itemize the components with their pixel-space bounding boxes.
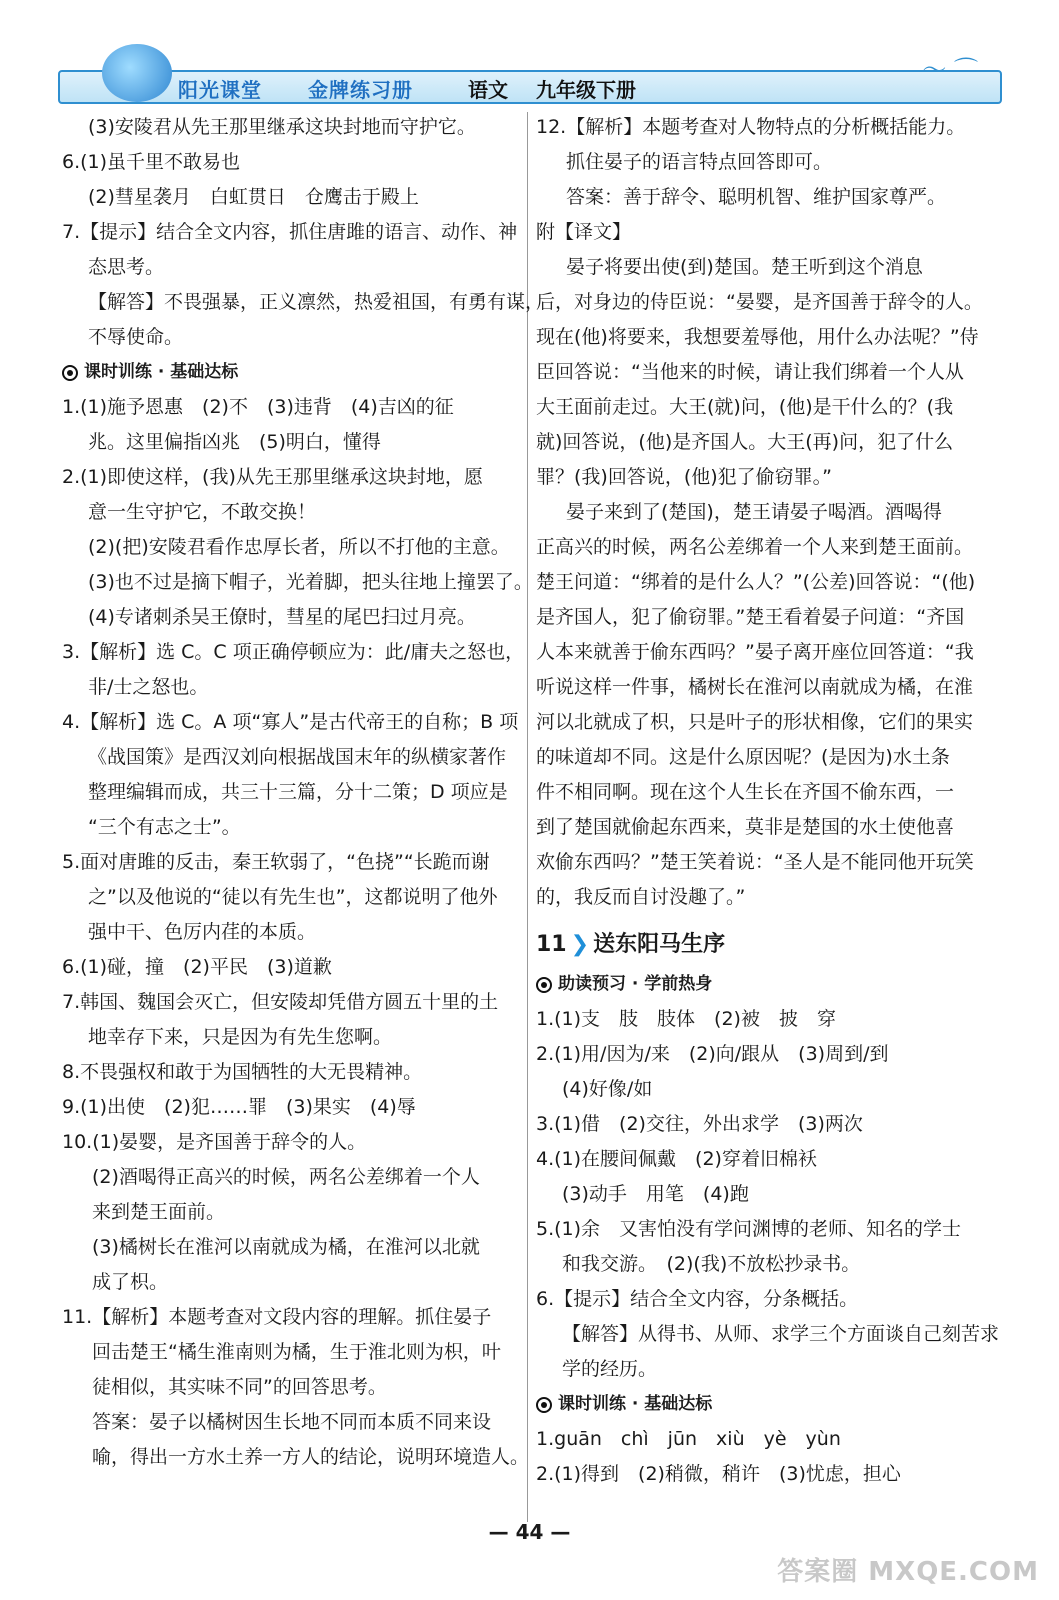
- text-line: 6.(1)碰，撞 (2)平民 (3)道歉: [62, 956, 332, 978]
- text-line: 听说这样一件事，橘树长在淮河以南就成为橘，在淮: [536, 676, 974, 698]
- text-line: 6.(1)虽千里不敢易也: [62, 151, 241, 173]
- text-line: 《战国策》是西汉刘向根据战国末年的纵横家著作: [88, 746, 507, 768]
- text-line: 强中干、色厉内荏的本质。: [88, 921, 317, 943]
- text-line: 8.不畏强权和敢于为国牺牲的大无畏精神。: [62, 1061, 423, 1083]
- text-line: 意一生守护它，不敢交换！: [88, 501, 317, 523]
- text-line: 附【译文】: [536, 221, 632, 243]
- text-line: (3)安陵君从先王那里继承这块封地而守护它。: [88, 116, 476, 138]
- text-line: (4)好像/如: [562, 1078, 653, 1100]
- right-column: [536, 110, 998, 1492]
- brand-title: 阳光课堂: [178, 78, 262, 102]
- section-heading-text: 助读预习 · 学前热身: [558, 974, 713, 994]
- text-line: 不辱使命。: [88, 326, 184, 348]
- section-heading: [536, 1387, 998, 1422]
- brand-subtitle: 金牌练习册: [308, 78, 413, 102]
- text-line: 1.guān chì jūn xiù yè yùn: [536, 1428, 841, 1450]
- text-line: 态思考。: [88, 256, 165, 278]
- text-line: 徒相似，其实味不同”的回答思考。: [92, 1376, 387, 1398]
- text-line: 1.(1)施予恩惠 (2)不 (3)违背 (4)吉凶的征: [62, 396, 454, 418]
- text-line: 成了枳。: [92, 1271, 169, 1293]
- text-line: 晏子将要出使(到)楚国。楚王听到这个消息: [566, 256, 923, 278]
- text-line: 2.(1)得到 (2)稍微，稍许 (3)忧虑，担心: [536, 1463, 901, 1485]
- text-line: 欢偷东西吗？”楚王笑着说：“圣人是不能同他开玩笑: [536, 851, 974, 873]
- text-line: 地幸存下来，只是因为有先生您啊。: [88, 1026, 393, 1048]
- text-line: 6.【提示】结合全文内容，分条概括。: [536, 1288, 859, 1310]
- lesson-number: 11: [536, 931, 567, 957]
- column-divider: [527, 112, 528, 1522]
- text-line: (2)彗星袭月 白虹贯日 仓鹰击于殿上: [88, 186, 419, 208]
- watermark-logo: 答案圈 MXQE.COM: [777, 1557, 1039, 1587]
- text-line: 晏子来到了(楚国)，楚王请晏子喝酒。酒喝得: [566, 501, 942, 523]
- chevron-right-icon: ❯: [570, 931, 590, 957]
- text-line: 9.(1)出使 (2)犯……罪 (3)果实 (4)辱: [62, 1096, 416, 1118]
- text-line: 11.【解析】本题考查对文段内容的理解。抓住晏子: [62, 1306, 492, 1328]
- text-line: 【解答】从得书、从师、求学三个方面谈自己刻苦求: [562, 1323, 1000, 1345]
- text-line: (2)酒喝得正高兴的时候，两名公差绑着一个人: [92, 1166, 480, 1188]
- text-line: 3.【解析】选 C。C 项正确停顿应为：此/庸夫之怒也，: [62, 641, 525, 663]
- text-line: 的，我反而自讨没趣了。”: [536, 886, 746, 908]
- text-line: 5.面对唐雎的反击，秦王软弱了，“色挠”“长跪而谢: [62, 851, 490, 873]
- text-line: 和我交游。 (2)(我)不放松抄录书。: [562, 1253, 861, 1275]
- text-line: 3.(1)借 (2)交往，外出求学 (3)两次: [536, 1113, 863, 1135]
- text-line: 罪？(我)回答说，(他)犯了偷窃罪。”: [536, 466, 832, 488]
- text-line: (2)(把)安陵君看作忠厚长者，所以不打他的主意。: [88, 536, 510, 558]
- text-line: 4.【解析】选 C。A 项“寡人”是古代帝王的自称；B 项: [62, 711, 519, 733]
- section-bullet-icon: [536, 1397, 552, 1413]
- section-heading-text: 课时训练 · 基础达标: [84, 362, 239, 382]
- text-line: 人本来就善于偷东西吗？”晏子离开座位回答道：“我: [536, 641, 974, 663]
- text-line: 2.(1)用/因为/来 (2)向/跟从 (3)周到/到: [536, 1043, 889, 1065]
- page-number: — 44 —: [488, 1520, 571, 1544]
- text-line: 来到楚王面前。: [92, 1201, 226, 1223]
- text-line: 非/士之怒也。: [88, 676, 209, 698]
- lesson-title: [536, 921, 998, 967]
- text-line: (3)也不过是摘下帽子，光着脚，把头往地上撞罢了。: [88, 571, 533, 593]
- text-line: 臣回答说：“当他来的时候，请让我们绑着一个人从: [536, 361, 964, 383]
- text-line: 整理编辑而成，共三十三篇，分十二策；D 项应是: [88, 781, 508, 803]
- text-line: 楚王问道：“绑着的是什么人？”(公差)回答说：“(他): [536, 571, 976, 593]
- text-line: 回击楚王“橘生淮南则为橘，生于淮北则为枳，叶: [92, 1341, 501, 1363]
- page-header: [58, 40, 998, 106]
- text-line: 大王面前走过。大王(就)问，(他)是干什么的？(我: [536, 396, 954, 418]
- seagull-icon: 〜 ⌒: [922, 56, 978, 84]
- section-heading-text: 课时训练 · 基础达标: [558, 1394, 713, 1414]
- text-line: (3)动手 用笔 (4)跑: [562, 1183, 749, 1205]
- text-line: 答案：善于辞令、聪明机智、维护国家尊严。: [566, 186, 947, 208]
- text-line: 12.【解析】本题考查对人物特点的分析概括能力。: [536, 116, 966, 138]
- text-line: 学的经历。: [562, 1358, 658, 1380]
- text-line: (3)橘树长在淮河以南就成为橘，在淮河以北就: [92, 1236, 480, 1258]
- text-line: 件不相同啊。现在这个人生长在齐国不偷东西，一: [536, 781, 955, 803]
- text-line: 是齐国人，犯了偷窃罪。”楚王看着晏子问道：“齐国: [536, 606, 965, 628]
- lesson-title-text: 送东阳马生序: [593, 931, 726, 957]
- text-line: 到了楚国就偷起东西来，莫非是楚国的水土使他喜: [536, 816, 955, 838]
- text-line: 10.(1)晏婴，是齐国善于辞令的人。: [62, 1131, 367, 1153]
- section-heading: [536, 967, 998, 1002]
- subject-label: 语文: [468, 78, 508, 102]
- text-line: 现在(他)将要来，我想要羞辱他，用什么办法呢？”侍: [536, 326, 979, 348]
- section-bullet-icon: [62, 365, 78, 381]
- section-bullet-icon: [536, 977, 552, 993]
- text-line: 7.韩国、魏国会灭亡，但安陵却凭借方圆五十里的土: [62, 991, 499, 1013]
- grade-label: 九年级下册: [536, 78, 636, 102]
- text-line: 4.(1)在腰间佩戴 (2)穿着旧棉袄: [536, 1148, 817, 1170]
- text-line: 就)回答说，(他)是齐国人。大王(再)问，犯了什么: [536, 431, 954, 453]
- text-line: 喻，得出一方水土养一方人的结论，说明环境造人。: [92, 1446, 530, 1468]
- text-line: 【解答】不畏强暴，正义凛然，热爱祖国，有勇有谋，: [88, 291, 545, 313]
- text-line: 正高兴的时候，两名公差绑着一个人来到楚王面前。: [536, 536, 974, 558]
- text-line: 河以北就成了枳，只是叶子的形状相像，它们的果实: [536, 711, 974, 733]
- text-line: 兆。这里偏指凶兆 (5)明白，懂得: [88, 431, 381, 453]
- logo-globe-icon: [102, 44, 172, 102]
- text-line: 答案：晏子以橘树因生长地不同而本质不同来设: [92, 1411, 492, 1433]
- text-line: 抓住晏子的语言特点回答即可。: [566, 151, 833, 173]
- text-line: 后，对身边的侍臣说：“晏婴，是齐国善于辞令的人。: [536, 291, 983, 313]
- text-line: 7.【提示】结合全文内容，抓住唐雎的语言、动作、神: [62, 221, 518, 243]
- text-line: 之”以及他说的“徒以有先生也”，这都说明了他外: [88, 886, 498, 908]
- text-line: 2.(1)即使这样，(我)从先王那里继承这块封地，愿: [62, 466, 483, 488]
- text-line: 的味道却不同。这是什么原因呢？(是因为)水土条: [536, 746, 950, 768]
- text-line: (4)专诸刺杀吴王僚时，彗星的尾巴扫过月亮。: [88, 606, 476, 628]
- text-line: 5.(1)余 又害怕没有学问渊博的老师、知名的学士: [536, 1218, 962, 1240]
- section-heading: [62, 355, 518, 390]
- left-column: [62, 110, 545, 1475]
- text-line: 1.(1)支 肢 肢体 (2)被 披 穿: [536, 1008, 836, 1030]
- text-line: “三个有志之士”。: [88, 816, 241, 838]
